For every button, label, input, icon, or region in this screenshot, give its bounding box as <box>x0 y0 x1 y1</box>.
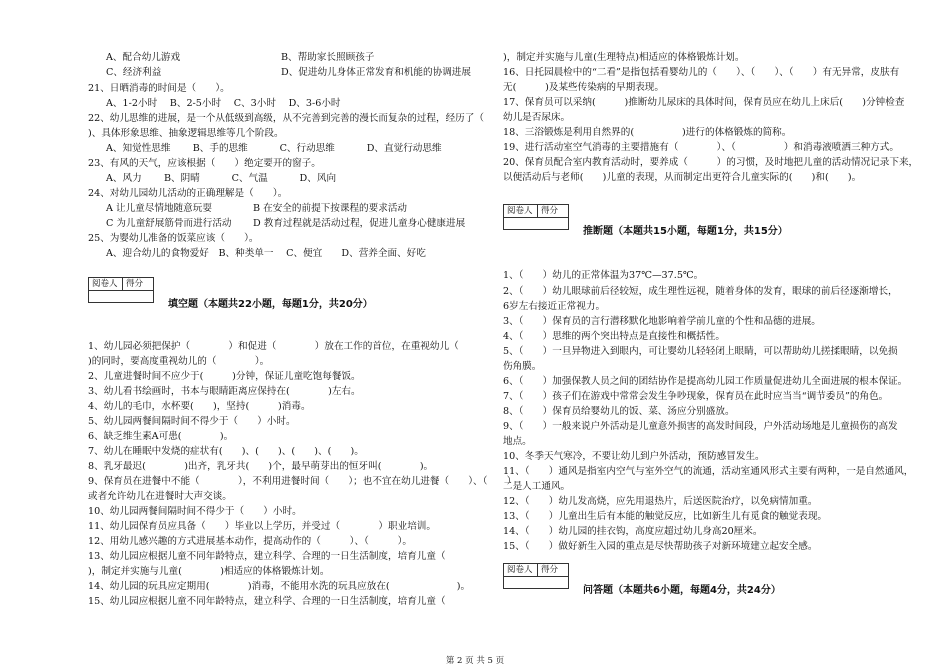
judge-question-line: 2、（ ）幼儿眼球前后径较短，成生理性远视，随着身体的发育，眼球的前后径逐渐增长， <box>503 286 898 297</box>
fill-question-line: 13、幼儿园应根据儿童不同年龄特点，建立科学、合理的一日生活制度，培育儿童（ <box>88 551 446 562</box>
fill-question-line: 3、幼儿看书绘画时，书本与眼睛距离应保持在( )左右。 <box>88 386 361 397</box>
fill-question-line: 20、保育员配合室内教育活动时，要养成（ ）的习惯，及时地把儿童的活动情况记录下来， <box>503 157 919 168</box>
fill-question-line: 幼儿是否尿床。 <box>503 112 571 123</box>
question-text-line: A、配合幼儿游戏 <box>106 52 181 63</box>
question-text-line: A、风力 B、阴晴 C、气温 D、风向 <box>106 173 337 184</box>
score-label: 得分 <box>541 565 559 575</box>
fill-question-line: 15、幼儿园应根据儿童不同年龄特点，建立科学、合理的一日生活制度，培育儿童（ <box>88 596 446 607</box>
judge-question-line: 12、（ ）幼儿发高烧，应先用退热片，后送医院治疗，以免病情加重。 <box>503 496 818 507</box>
judge-question-line: 14、（ ）幼儿园的挂衣钩，高度应超过幼儿身高20厘米。 <box>503 526 763 537</box>
judge-question-line: 9、（ ）一般来说户外活动是儿童意外损害的高发时间段，户外活动场地是儿童损伤的高发 <box>503 421 898 432</box>
judge-question-line: 1、（ ）幼儿的正常体温为37℃—37.5℃。 <box>503 270 704 281</box>
judge-question-line: 地点。 <box>503 436 532 447</box>
question-text-line: 23、有风的天气，应该根据（ ）绝定要开的窗子。 <box>88 158 321 169</box>
question-text-line: B 在安全的前提下按课程的要求活动 <box>253 203 408 214</box>
question-text-line: )、具体形象思维、抽象逻辑思维等几个阶段。 <box>88 128 284 139</box>
fill-question-line: 10、幼儿园两餐间隔时间不得少于（ ）小时。 <box>88 506 302 517</box>
question-text-line: C 为儿童舒展筋骨而进行活动 <box>106 218 232 229</box>
judge-question-line: 6、（ ）加强保教人员之间的团结协作是提高幼儿园工作质量促进幼儿全面进展的根本保证。 <box>503 376 908 387</box>
fill-question-line: )的同时，要高度重视幼儿的（ ）。 <box>88 356 270 367</box>
grade-box-judge <box>503 204 569 230</box>
fill-question-line: )，制定并实施与儿童(生理特点)相适应的体格锻炼计划。 <box>503 52 745 63</box>
judge-question-line: 4、（ ）思维的两个突出特点是直接性和概括性。 <box>503 331 725 342</box>
judge-question-line: 10、冬季天气寒冷，不要让幼儿到户外活动，预防感冒发生。 <box>503 451 765 462</box>
fill-question-line: 以便活动后与老师( )儿童的表现，从而制定出更符合儿童实际的( )和( )。 <box>503 172 862 183</box>
question-text-line: C、经济利益 <box>106 67 162 78</box>
grader-label: 阅卷人 <box>89 278 123 290</box>
question-text-line: A、迎合幼儿的食物爱好 B、种类单一 C、便宜 D、营养全面、好吃 <box>106 248 426 259</box>
fill-question-line: )，制定并实施与儿童( )相适应的体格锻炼计划。 <box>88 566 330 577</box>
question-text-line: 21、日晒消毒的时间是（ ）。 <box>88 83 230 94</box>
page-footer: 第 2 页 共 5 页 <box>445 656 505 666</box>
section-title-fill: 填空题（本题共22小题，每题1分，共20分） <box>168 299 373 310</box>
judge-question-line: 13、（ ）儿童出生后有本能的触觉反应，比如新生儿有觅食的触觉表现。 <box>503 511 828 522</box>
section-title-judge: 推断题（本题共15小题，每题1分，共15分） <box>583 226 788 237</box>
question-text-line: 24、对幼儿园幼儿活动的正确理解是（ ）。 <box>88 188 288 199</box>
question-text-line: 25、为婴幼儿准备的饭菜应该（ ）。 <box>88 233 259 244</box>
fill-question-line: 2、儿童进餐时间不应少于( )分钟，保证儿童吃饱每餐饭。 <box>88 371 361 382</box>
fill-question-line: 6、缺乏维生素A可患( )。 <box>88 431 234 442</box>
score-label: 得分 <box>126 279 144 289</box>
question-text-line: A、1-2小时 B、2-5小时 C、3小时 D、3-6小时 <box>106 98 341 109</box>
fill-question-line: 1、幼儿园必须把保护（ ）和促进（ ）放在工作的首位，在重视幼儿（ <box>88 341 498 352</box>
judge-question-line: 伤角膜。 <box>503 361 542 372</box>
judge-question-line: 5、（ ）一旦异物进入到眼内，可让婴幼儿轻轻闭上眼睛，可以帮助幼儿搓揉眼睛，以免损 <box>503 346 898 357</box>
grader-label: 阅卷人 <box>504 205 538 217</box>
fill-question-line: 5、幼儿园两餐间隔时间不得少于（ ）小时。 <box>88 416 296 427</box>
fill-question-line: 18、三浴锻炼是利用自然界的( )进行的体格锻炼的简称。 <box>503 127 792 138</box>
question-text-line: D、促进幼儿身体正常发育和机能的协调进展 <box>281 67 471 78</box>
fill-question-line: 11、幼儿园保育员应具备（ ）毕业以上学历，并受过（ ）职业培训。 <box>88 521 436 532</box>
question-text-line: 22、幼儿思维的进展，是一个从低级到高级，从不完善到完善的漫长而复杂的过程，经历了（ <box>88 113 484 124</box>
fill-question-line: 7、幼儿在睡眠中发烧的症状有( )、( )、( )、( )。 <box>88 446 364 457</box>
fill-question-line: 12、用幼儿感兴趣的方式进展基本动作，提高动作的（ ）、（ ）。 <box>88 536 412 547</box>
fill-question-line: 17、保育员可以采纳( )推断幼儿尿床的具体时间，保育员应在幼儿上床后( )分钟检查 <box>503 97 905 108</box>
fill-question-line: 4、幼儿的毛巾，水杯要( )，坚持( )消毒。 <box>88 401 311 412</box>
judge-question-line: 6岁左右接近正常视力。 <box>503 301 606 312</box>
judge-question-line: 15、（ ）做好新生入园的重点是尽快帮助孩子对新环境建立起安全感。 <box>503 541 818 552</box>
grade-box-qa <box>503 563 569 589</box>
judge-question-line: 3、（ ）保育员的言行潜移默化地影响着学前儿童的个性和品德的进展。 <box>503 316 821 327</box>
judge-question-line: 7、（ ）孩子们在游戏中常常会发生争吵现象，保育员在此时应当当“调节委员”的角色。 <box>503 391 889 402</box>
judge-question-line: 二是人工通风。 <box>503 481 571 492</box>
fill-question-line: 16、日托园晨检中的“二看”是指包括看婴幼儿的（ ）、（ ）、（ ）有无异常，皮肤有 <box>503 67 900 78</box>
grader-label: 阅卷人 <box>504 564 538 576</box>
fill-question-line: 9、保育员在进餐中不能（ ），不利用进餐时间（ ）；也不宜在幼儿进餐（ ）、（ ） <box>88 476 517 487</box>
question-text-line: B、帮助家长照顾孩子 <box>281 52 375 63</box>
fill-question-line: 无( )及某些传染病的早期表现。 <box>503 82 664 93</box>
grade-box-fill <box>88 277 154 303</box>
fill-question-line: 8、乳牙最迟( )出齐，乳牙共( )个，最早萌芽出的恒牙叫( )。 <box>88 461 434 472</box>
question-text-line: A 让儿童尽情地随意玩耍 <box>106 203 212 214</box>
question-text-line: A、知觉性思维 B、手的思维 C、行动思维 D、直觉行动思维 <box>106 143 442 154</box>
fill-question-line: 或者允许幼儿在进餐时大声交谈。 <box>88 491 232 502</box>
question-text-line: D 教育过程就是活动过程，促进儿童身心健康进展 <box>253 218 466 229</box>
judge-question-line: 8、（ ）保育员给婴幼儿的饭、菜、汤应分别盛放。 <box>503 406 735 417</box>
fill-question-line: 14、幼儿园的玩具应定期用( )消毒，不能用水洗的玩具应放在( )。 <box>88 581 471 592</box>
fill-question-line: 19、进行活动室空气消毒的主要措施有（ ）、（ ）和消毒液喷洒三种方式。 <box>503 142 899 153</box>
score-label: 得分 <box>541 206 559 216</box>
section-title-qa: 问答题（本题共6小题，每题4分，共24分） <box>583 585 781 596</box>
judge-question-line: 11、（ ）通风是指室内空气与室外空气的流通，活动室通风形式主要有两种，一是自然通风， <box>503 466 914 477</box>
